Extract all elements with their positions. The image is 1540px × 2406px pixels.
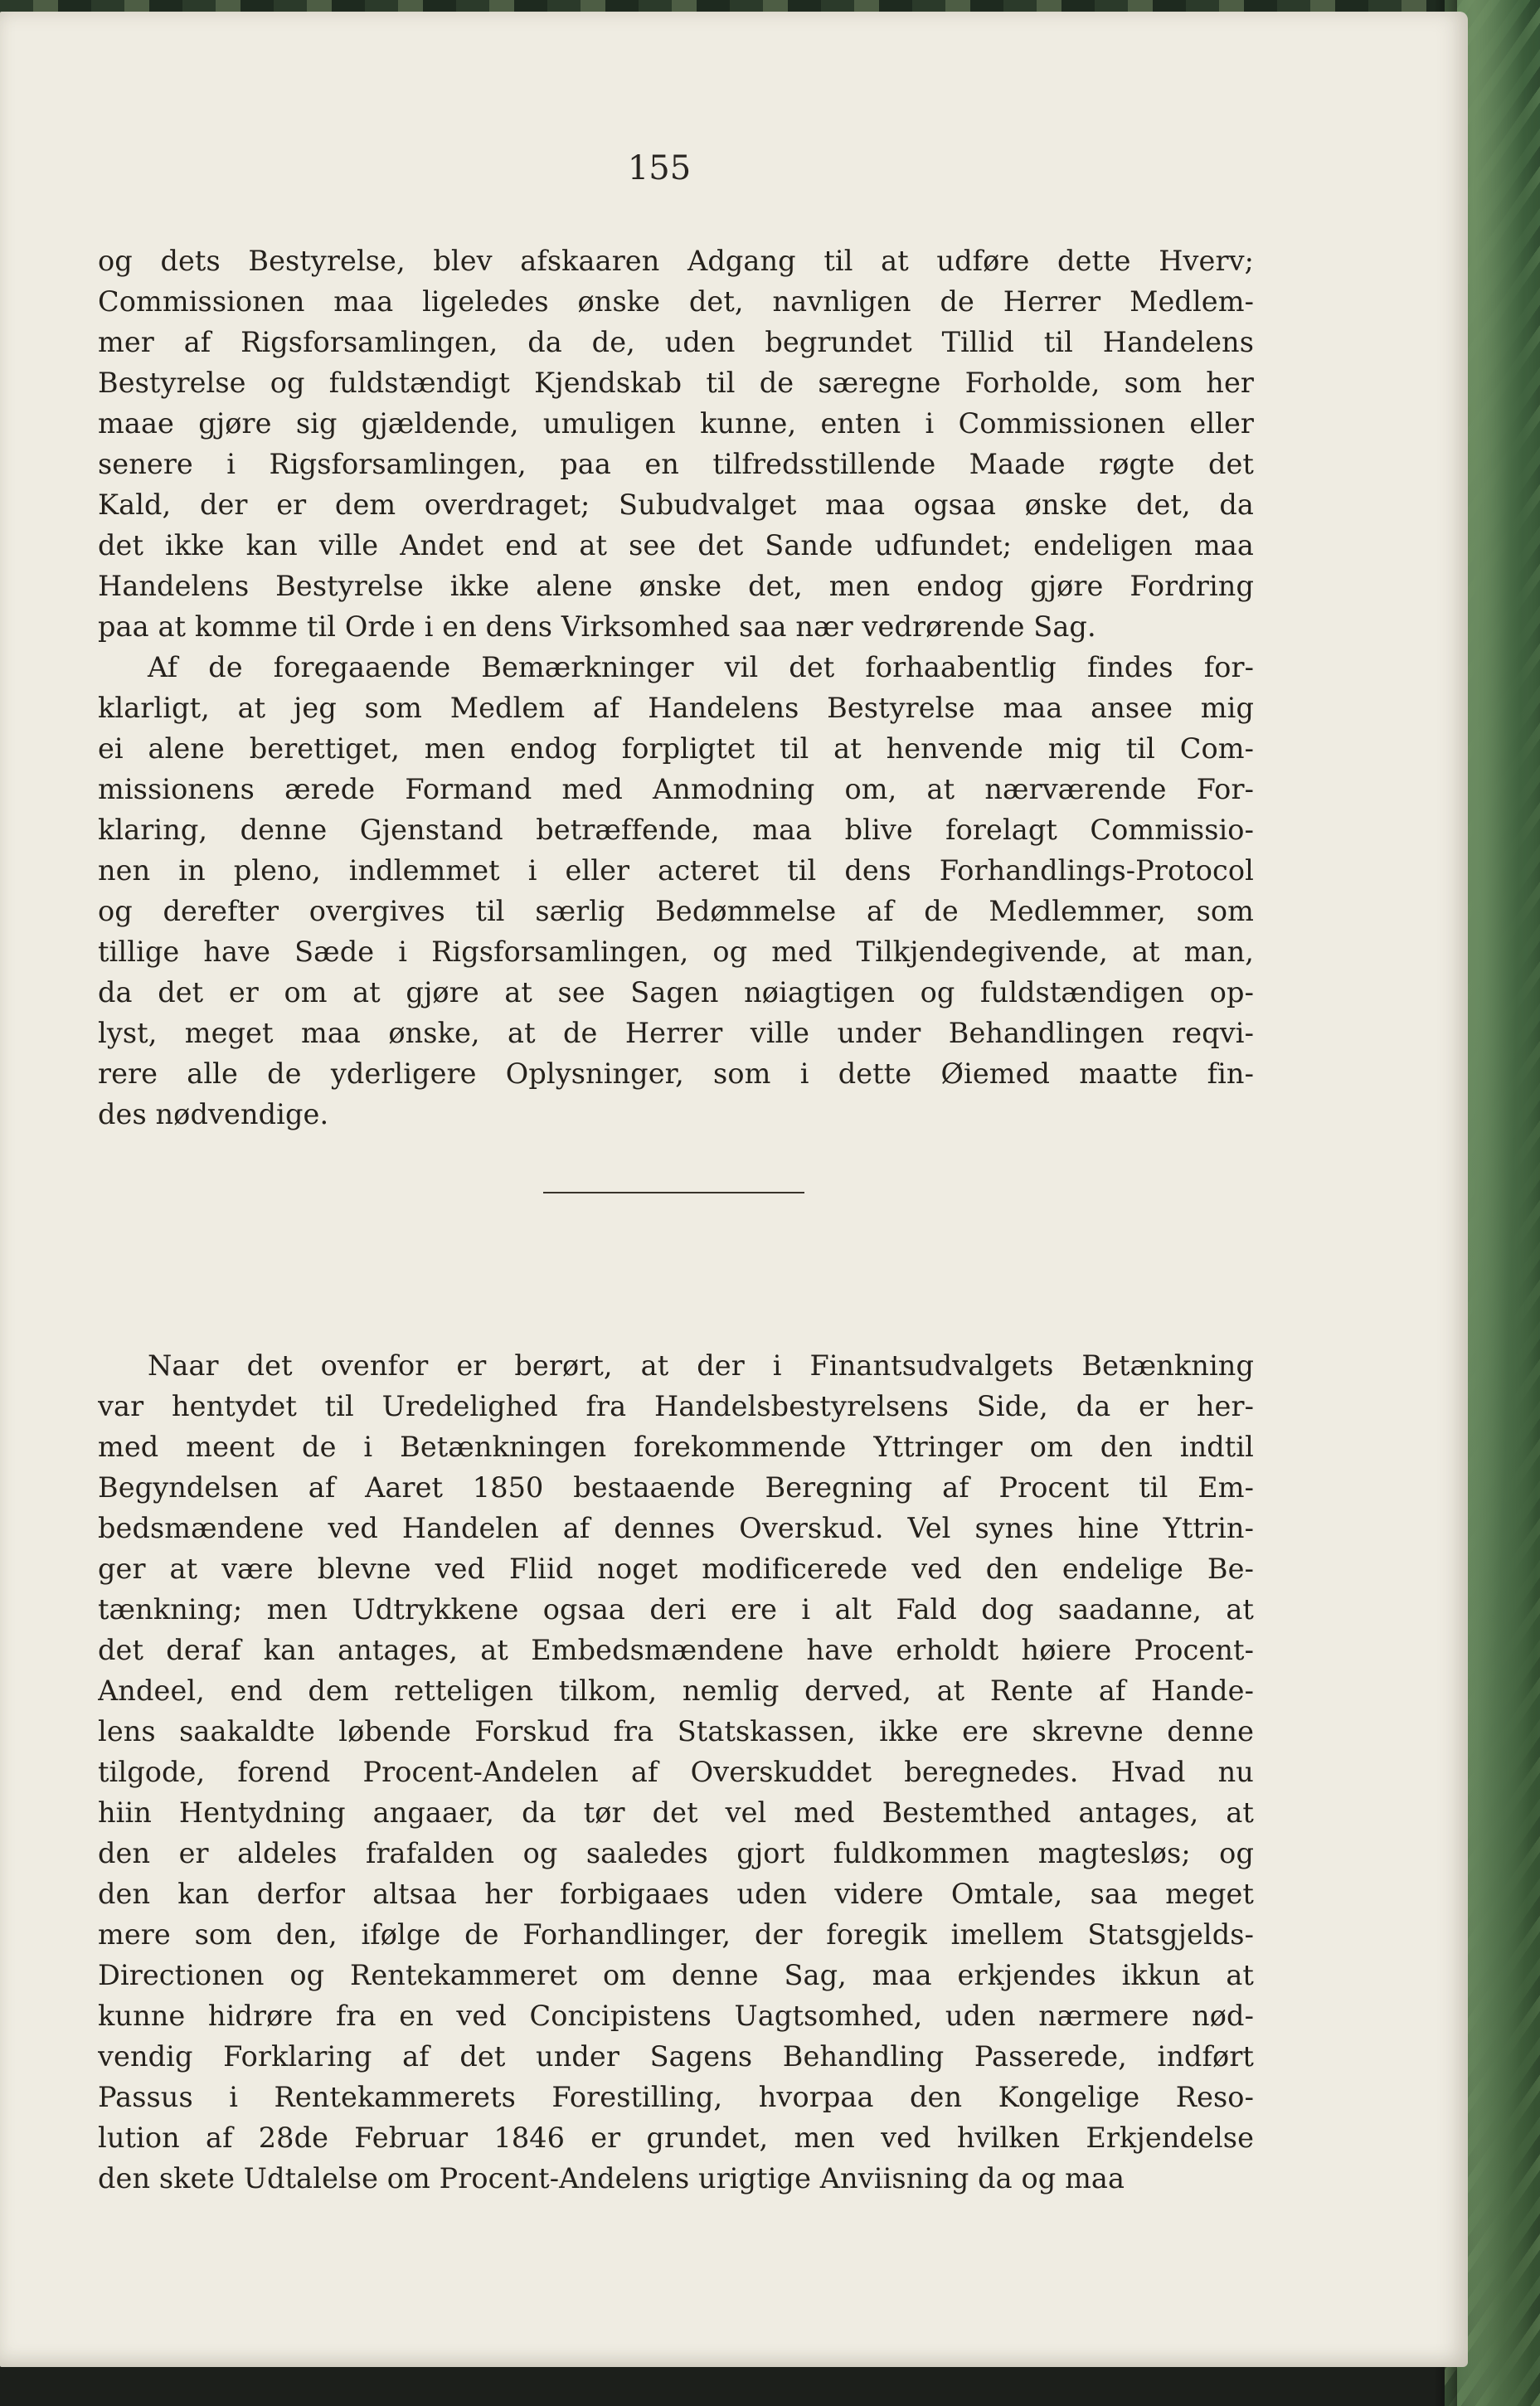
text-line: tillige have Sæde i Rigsforsamlingen, og med Tilkjendegivende, at man, (98, 936, 1254, 968)
text-line: paa at komme til Orde i en dens Virksomhed saa nær vedrørende Sag. (98, 610, 1096, 643)
section-divider (543, 1192, 804, 1193)
text-line: maae gjøre sig gjældende, umuligen kunne, enten i Commissionen eller (98, 407, 1254, 440)
text-line: rere alle de yderligere Oplysninger, som i dette Øiemed maatte fin- (98, 1057, 1254, 1090)
text-line: Kald, der er dem overdraget; Subudvalget maa ogsaa ønske det, da (98, 488, 1254, 521)
text-line: og derefter overgives til særlig Bedømmelse af de Medlemmer, som (98, 895, 1254, 927)
text-line: ger at være blevne ved Fliid noget modificerede ved den endelige Be- (98, 1553, 1254, 1585)
paragraph-continuation (98, 241, 1254, 647)
text-line: lution af 28de Februar 1846 er grundet, men ved hvilken Erkjendelse (98, 2122, 1254, 2154)
text-line: Af de foregaaende Bemærkninger vil det forhaabentlig findes for- (148, 651, 1254, 683)
text-line: klarligt, at jeg som Medlem af Handelens Bestyrelse maa ansee mig (98, 692, 1254, 724)
text-line: vendig Forklaring af det under Sagens Behandling Passerede, indført (98, 2040, 1254, 2073)
text-line: Begyndelsen af Aaret 1850 bestaaende Beregning af Procent til Em- (98, 1471, 1254, 1504)
text-line: tilgode, forend Procent-Andelen af Overskuddet beregnedes. Hvad nu (98, 1756, 1254, 1788)
text-line: klaring, denne Gjenstand betræffende, maa blive forelagt Commissio- (98, 814, 1254, 846)
text-line: tænkning; men Udtrykkene ogsaa deri ere i alt Fald dog saadanne, at (98, 1593, 1254, 1626)
text-line: senere i Rigsforsamlingen, paa en tilfredsstillende Maade røgte det (98, 448, 1254, 480)
text-line: mere som den, ifølge de Forhandlinger, der foregik imellem Statsgjelds- (98, 1918, 1254, 1951)
text-line: mer af Rigsforsamlingen, da de, uden begrundet Tillid til Handelens (98, 326, 1254, 358)
text-line: med meent de i Betænkningen forekommende Yttringer om den indtil (98, 1431, 1254, 1463)
text-line: Passus i Rentekammerets Forestilling, hvorpaa den Kongelige Reso- (98, 2081, 1254, 2113)
text-line: missionens ærede Formand med Anmodning om, at nærværende For- (98, 773, 1254, 805)
page-number: 155 (627, 149, 692, 187)
text-line: kunne hidrøre fra en ved Concipistens Uagtsomhed, uden nærmere nød- (98, 2000, 1254, 2032)
text-line: Naar det ovenfor er berørt, at der i Finantsudvalgets Betænkning (148, 1349, 1254, 1382)
text-line: den kan derfor altsaa her forbigaaes uden videre Omtale, saa meget (98, 1878, 1254, 1910)
lower-text-block (98, 1345, 1254, 2199)
paragraph-remarks (98, 647, 1254, 1135)
text-line: lyst, meget maa ønske, at de Herrer ville under Behandlingen reqvi- (98, 1017, 1254, 1049)
text-line: nen in pleno, indlemmet i eller acteret til dens Forhandlings-Protocol (98, 854, 1254, 887)
upper-text-block (98, 241, 1254, 1135)
text-line: var hentydet til Uredelighed fra Handelsbestyrelsens Side, da er her- (98, 1390, 1254, 1422)
text-line: det ikke kan ville Andet end at see det Sande udfundet; endeligen maa (98, 529, 1254, 561)
paragraph-finance-committee (98, 1345, 1254, 2199)
text-line: og dets Bestyrelse, blev afskaaren Adgang til at udføre dette Hverv; (98, 245, 1254, 277)
text-line: da det er om at gjøre at see Sagen nøiagtigen og fuldstændigen op- (98, 976, 1254, 1009)
text-line: Handelens Bestyrelse ikke alene ønske det, men endog gjøre Fordring (98, 570, 1254, 602)
text-line: bedsmændene ved Handelen af dennes Overskud. Vel synes hine Yttrin- (98, 1512, 1254, 1544)
book-page (0, 12, 1468, 2367)
text-line: Commissionen maa ligeledes ønske det, navnligen de Herrer Medlem- (98, 285, 1254, 318)
text-line: des nødvendige. (98, 1098, 329, 1130)
text-line: lens saakaldte løbende Forskud fra Statskassen, ikke ere skrevne denne (98, 1715, 1254, 1747)
text-line: ei alene berettiget, men endog forpligtet til at henvende mig til Com- (98, 732, 1254, 765)
text-line: Andeel, end dem retteligen tilkom, nemlig derved, at Rente af Hande- (98, 1674, 1254, 1707)
text-line: hiin Hentydning angaaer, da tør det vel med Bestemthed antages, at (98, 1796, 1254, 1829)
text-line: den skete Udtalelse om Procent-Andelens urigtige Anviisning da og maa (98, 2162, 1125, 2195)
text-line: Directionen og Rentekammeret om denne Sag, maa erkjendes ikkun at (98, 1959, 1254, 1991)
text-line: den er aldeles frafalden og saaledes gjort fuldkommen magtesløs; og (98, 1837, 1254, 1869)
text-line: det deraf kan antages, at Embedsmændene have erholdt høiere Procent- (98, 1634, 1254, 1666)
text-line: Bestyrelse og fuldstændigt Kjendskab til de særegne Forholde, som her (98, 367, 1254, 399)
